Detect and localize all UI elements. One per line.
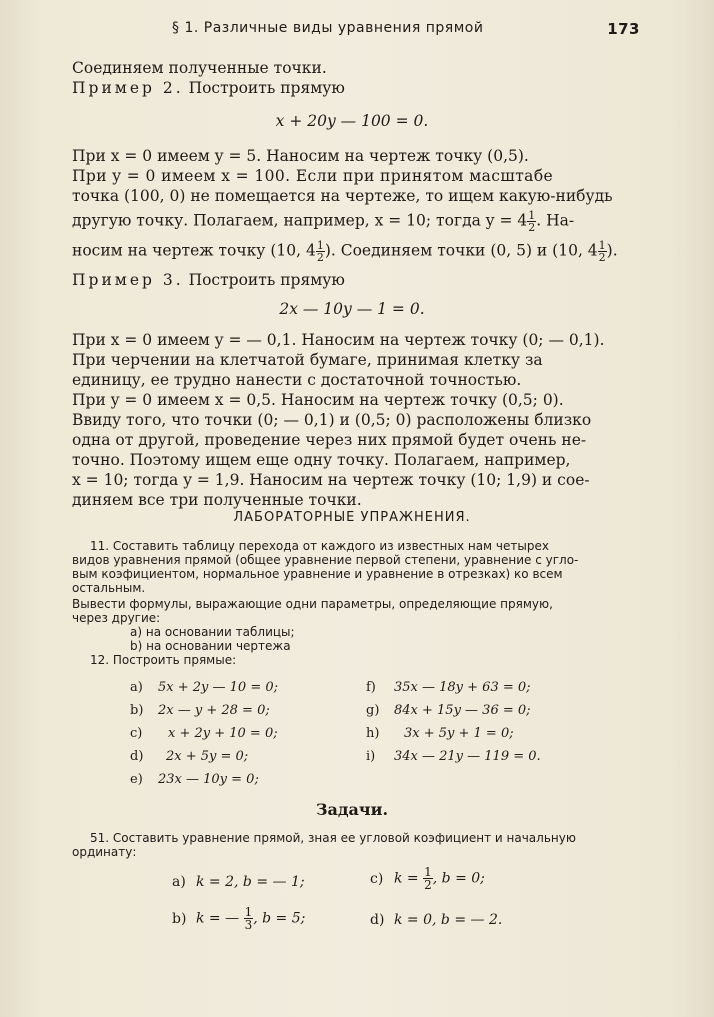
task-item-a: a) k = 2, b = — 1;	[172, 874, 305, 890]
task-item-c: c) k = $\frac{1}{2}$ , b = 0;	[370, 865, 485, 892]
equation-item: g) 84x + 15y — 36 = 0;	[366, 703, 531, 718]
fraction-half: $\frac{1}{2}$	[598, 239, 606, 264]
text-line: вым коэфициентом, нормальное уравнение и уравнение в отрезках) ко всем	[72, 567, 563, 581]
header-title: § 1. Различные виды уравнения прямой	[172, 20, 484, 36]
text-line: точно. Поэтому ищем еще одну точку. Полагаем, например,	[72, 451, 571, 469]
task-item-d: d) k = 0, b = — 2.	[370, 912, 503, 928]
equation-item: c) x + 2y + 10 = 0;	[130, 726, 278, 741]
equation-item: i) 34x — 21y — 119 = 0.	[366, 749, 541, 764]
equation-item: h) 3x + 5y + 1 = 0;	[366, 726, 514, 741]
lab-exercises-heading: ЛАБОРАТОРНЫЕ УПРАЖНЕНИЯ.	[233, 510, 471, 525]
task-item-b: b) k = — $\frac{1}{3}$ , b = 5;	[172, 905, 306, 932]
example-3-heading: Пример 3. Построить прямую	[72, 271, 345, 289]
example-label: Пример 3.	[72, 271, 184, 289]
text-line: остальным.	[72, 581, 146, 595]
text-line: При черчении на клетчатой бумаге, принимая клетку за	[72, 351, 543, 369]
paragraph-connect: Соединяем полученные точки.	[72, 59, 327, 77]
equation-item: b) 2x — y + 28 = 0;	[130, 703, 270, 718]
fraction-half: $\frac{1}{2}$	[424, 865, 432, 892]
example-2-heading: Пример 2. Построить прямую	[72, 79, 345, 97]
text-line: x = 10; тогда y = 1,9. Наносим на чертеж точку (10; 1,9) и сое-	[72, 471, 590, 489]
text-line: 11. Составить таблицу перехода от каждого из известных нам четырех	[90, 539, 549, 553]
fraction-half: $\frac{1}{2}$	[528, 209, 536, 234]
text-line: диняем все три полученные точки.	[72, 491, 362, 509]
task-51-statement-cont: ординату:	[72, 845, 137, 859]
paragraph-ex2-l3: точка (100, 0) не помещается на чертеже, то ищем какую-нибудь	[72, 187, 613, 205]
paragraph-ex2-l2: При y = 0 имеем x = 100. Если при принятом масштабе	[72, 167, 554, 185]
text-line: 12. Построить прямые:	[90, 653, 237, 667]
text-line: При x = 0 имеем y = — 0,1. Наносим на чертеж точку (0; — 0,1).	[72, 331, 605, 349]
formula-ex3: 2x — 10y — 1 = 0.	[279, 300, 425, 318]
paragraph-ex2-l5: носим на чертеж точку (10, 4 $\frac{1}{2}$ ). Соединяем точки (0, 5) и (10, 4 $\frac{1}{2}$ ).	[72, 239, 618, 264]
task-51-statement: 51. Составить уравнение прямой, зная ее угловой коэфициент и начальную	[90, 831, 576, 845]
text-line: видов уравнения прямой (общее уравнение первой степени, уравнение с угло-	[72, 553, 579, 567]
fraction-third: $\frac{1}{3}$	[244, 905, 253, 932]
fraction-half: $\frac{1}{2}$	[316, 239, 324, 264]
text-line: единицу, ее трудно нанести с достаточной точностью.	[72, 371, 522, 389]
paragraph-ex2-l4: другую точку. Полагаем, например, x = 10; тогда y = 4 $\frac{1}{2}$ . На-	[72, 209, 575, 234]
equation-item: d) 2x + 5y = 0;	[130, 749, 249, 764]
formula-ex2: x + 20y — 100 = 0.	[275, 112, 429, 130]
text-line: Ввиду того, что точки (0; — 0,1) и (0,5; 0) расположены близко	[72, 411, 592, 429]
text-line: одна от другой, проведение через них прямой будет очень не-	[72, 431, 587, 449]
text-line: При y = 0 имеем x = 0,5. Наносим на чертеж точку (0,5; 0).	[72, 391, 564, 409]
text-line: через другие:	[72, 611, 161, 625]
text-line: b) на основании чертежа	[130, 639, 291, 653]
page-number: 173	[607, 20, 640, 38]
text-line: Вывести формулы, выражающие одни параметры, определяющие прямую,	[72, 597, 553, 611]
equation-item: e) 23x — 10y = 0;	[130, 772, 259, 787]
text-line: a) на основании таблицы;	[130, 625, 295, 639]
equation-item: a) 5x + 2y — 10 = 0;	[130, 680, 278, 695]
paragraph-ex2-l1: При x = 0 имеем y = 5. Наносим на чертеж точку (0,5).	[72, 147, 529, 165]
example-label: Пример 2.	[72, 79, 184, 97]
tasks-heading: Задачи.	[315, 800, 389, 819]
equation-item: f) 35x — 18y + 63 = 0;	[366, 680, 531, 695]
